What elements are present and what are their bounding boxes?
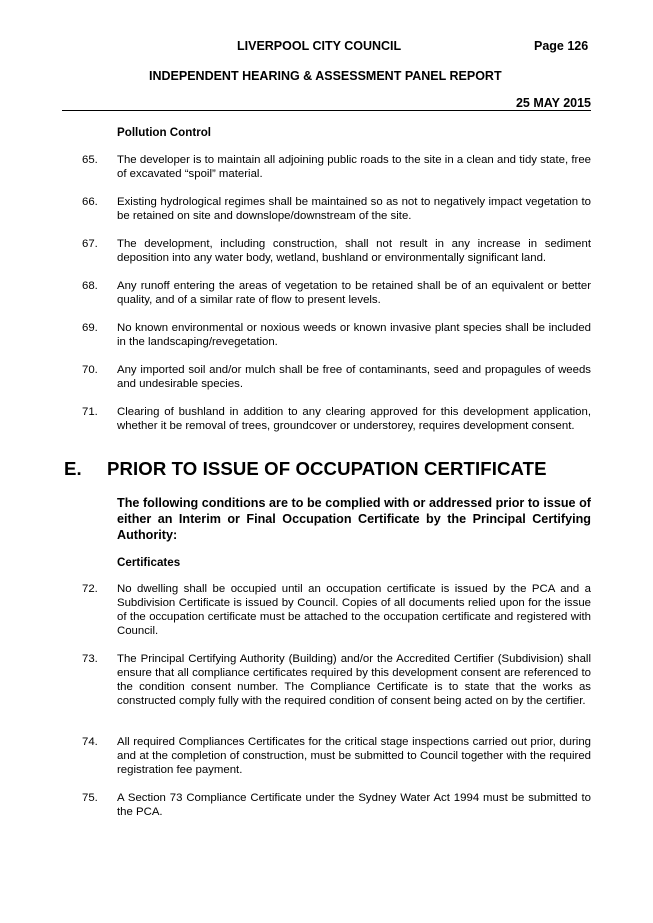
condition-text: Existing hydrological regimes shall be maintained so as not to negatively impact vegetation to be retained on site and downslope/downstream of the site. xyxy=(117,196,591,222)
condition-number: 65. xyxy=(82,154,98,166)
condition-item xyxy=(82,237,591,265)
condition-item xyxy=(82,582,591,638)
condition-text: No known environmental or noxious weeds or known invasive plant species shall be included in the landscaping/revegetation. xyxy=(117,322,591,348)
condition-text: The developer is to maintain all adjoining public roads to the site in a clean and tidy state, free of excavated “spoil” material. xyxy=(117,154,591,180)
report-title: INDEPENDENT HEARING & ASSESSMENT PANEL REPORT xyxy=(149,69,502,83)
condition-number: 67. xyxy=(82,238,98,250)
condition-text: The Principal Certifying Authority (Building) and/or the Accredited Certifier (Subdivision) shall ensure that all compliance certificates required by this development consent are referenced to the condition consent number. The Compliance Certificate is to state that the works as constructed comply fully with the required condition of consent being acted on by the certifier. xyxy=(117,653,591,707)
condition-item xyxy=(82,195,591,223)
condition-item xyxy=(82,791,591,819)
section-intro: The following conditions are to be complied with or addressed prior to issue of either an Interim or Final Occupation Certificate by the Principal Certifying Authority: xyxy=(117,496,591,542)
certificates-heading: Certificates xyxy=(117,556,181,569)
condition-item xyxy=(82,735,591,777)
condition-number: 73. xyxy=(82,653,98,665)
condition-number: 70. xyxy=(82,364,98,376)
condition-text: A Section 73 Compliance Certificate under the Sydney Water Act 1994 must be submitted to the PCA. xyxy=(117,792,591,818)
condition-item xyxy=(82,153,591,181)
condition-text: All required Compliances Certificates for the critical stage inspections carried out prior, during and at the completion of construction, must be submitted to Council together with the required registration fee payment. xyxy=(117,736,591,776)
condition-number: 72. xyxy=(82,583,98,595)
condition-number: 74. xyxy=(82,736,98,748)
section-heading xyxy=(64,458,547,480)
condition-number: 69. xyxy=(82,322,98,334)
condition-text: Any imported soil and/or mulch shall be free of contaminants, seed and propagules of weeds and undesirable species. xyxy=(117,364,591,390)
condition-number: 66. xyxy=(82,196,98,208)
condition-number: 71. xyxy=(82,406,98,418)
condition-text: The development, including construction, shall not result in any increase in sediment deposition into any water body, wetland, bushland or environmentally significant land. xyxy=(117,238,591,264)
condition-text: No dwelling shall be occupied until an occupation certificate is issued by the PCA and a Subdivision Certificate is issued by Council. Copies of all documents relied upon for the issue of the occupation certificate must be attached to the occupation certificate and registered with Council. xyxy=(117,583,591,637)
report-date: 25 MAY 2015 xyxy=(515,96,591,110)
condition-number: 68. xyxy=(82,280,98,292)
condition-item xyxy=(82,321,591,349)
condition-item xyxy=(82,279,591,307)
condition-item xyxy=(82,363,591,391)
section-title: PRIOR TO ISSUE OF OCCUPATION CERTIFICATE xyxy=(107,458,547,479)
council-name: LIVERPOOL CITY COUNCIL xyxy=(237,39,402,53)
condition-item xyxy=(82,652,591,708)
page-number: Page 126 xyxy=(534,39,589,53)
condition-number: 75. xyxy=(82,792,98,804)
condition-item xyxy=(82,405,591,433)
section-letter: E. xyxy=(64,458,82,479)
pollution-control-heading: Pollution Control xyxy=(117,126,212,139)
condition-text: Clearing of bushland in addition to any clearing approved for this development application, whether it be removal of trees, groundcover or understorey, requires development consent. xyxy=(117,406,591,432)
condition-text: Any runoff entering the areas of vegetation to be retained shall be of an equivalent or better quality, and of a similar rate of flow to present levels. xyxy=(117,280,591,306)
header-divider xyxy=(62,110,591,111)
